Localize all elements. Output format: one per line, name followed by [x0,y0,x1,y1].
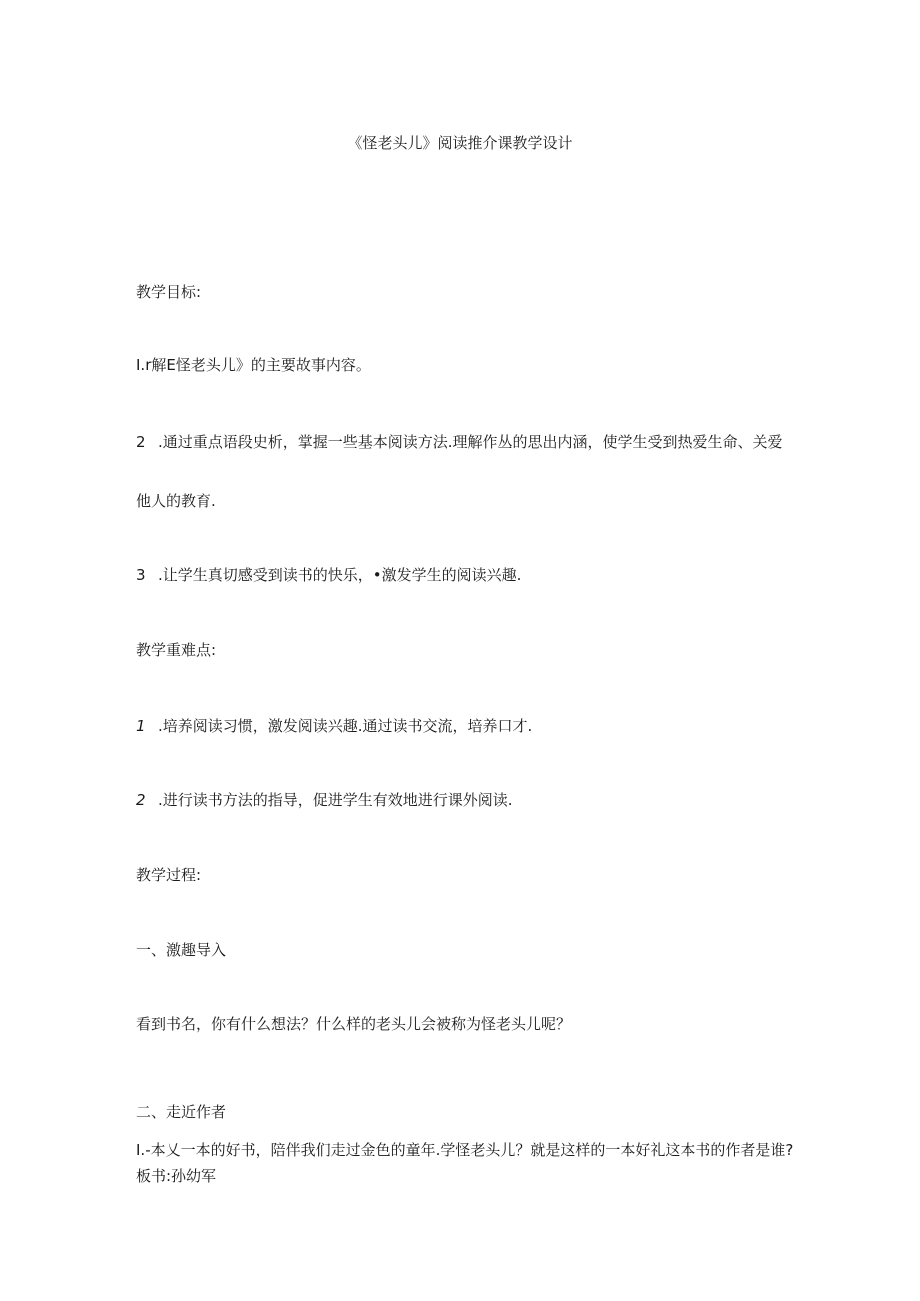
goal-item-2-continuation: 他人的教育. [136,492,216,510]
key-point-1-number: 1 [136,717,146,735]
section-1-text: 看到书名，你有什么想法？什么样的老头儿会被称为怪老头儿呢？ [136,1015,572,1033]
key-point-2-number: 2 [136,791,146,809]
goal-item-2 [136,432,783,452]
key-points-heading: 教学重难点: [136,641,217,659]
goal-item-3 [136,565,521,585]
goal-item-1: I.r解E怪老头儿》的主要故事内容。 [136,356,371,374]
goal-item-3-number: 3 [136,566,146,584]
goal-item-2-text: .通过重点语段史析，掌握一些基本阅读方法.理解作丛的思出内涵，使学生受到热爱生命、关爱 [158,433,783,451]
document-title: 《怪老头儿》阅读推介课教学设计 [347,134,573,152]
process-heading: 教学过程: [136,866,202,884]
section-1-heading: 一、激趣导入 [136,941,227,959]
section-2-text: I.-本乂一本的好书，陪伴我们走过金色的童年.学怪老头儿？就是这样的一本好礼这本书的作者是谁? [136,1141,794,1159]
goal-item-3-text: .让学生真切感受到读书的快乐，•激发学生的阅读兴趣. [158,566,522,584]
key-point-1-text: .培养阅读习惯，激发阅读兴趣.通过读书交流，培养口才. [158,717,533,735]
key-point-1 [136,716,532,736]
board-note: 板书:孙幼军 [136,1167,217,1185]
goal-item-2-number: 2 [136,433,146,451]
key-point-2 [136,790,513,810]
key-point-2-text: .进行读书方法的指导，促进学生有效地进行课外阅读. [158,791,513,809]
section-2-heading: 二、走近作者 [136,1103,227,1121]
goals-heading: 教学目标: [136,283,202,301]
